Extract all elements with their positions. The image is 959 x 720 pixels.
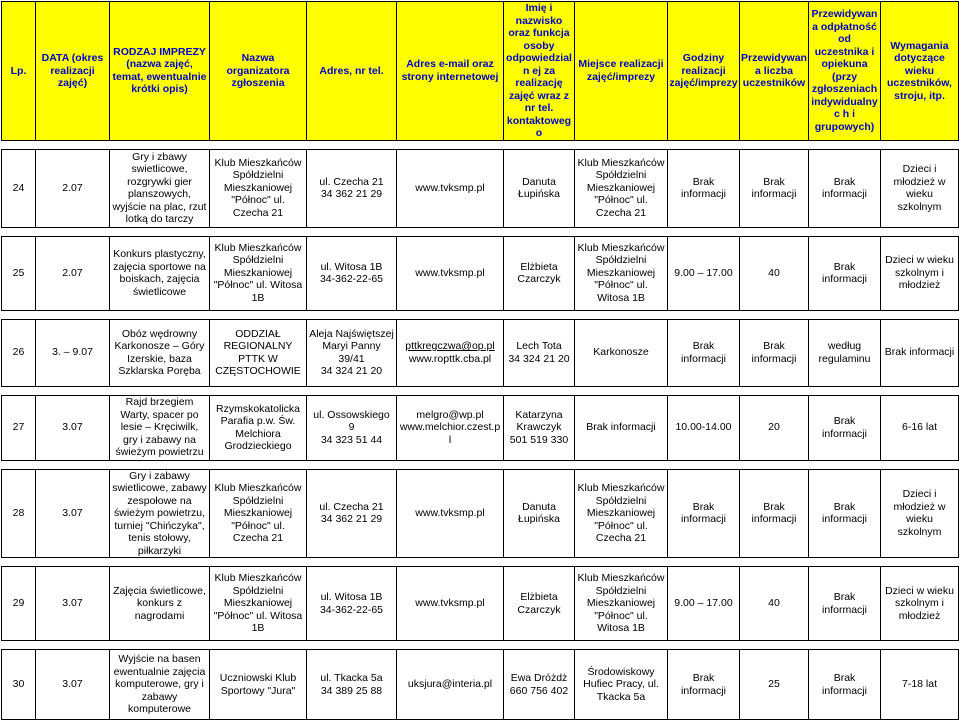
cell-osoba: Elżbieta Czarczyk [504, 567, 575, 641]
cell-wymagania: Dzieci i młodzież w wieku szkolnym [881, 469, 959, 558]
cell-miejsce: Karkonosze [575, 319, 668, 386]
cell-osoba: Danuta Łupińska [504, 469, 575, 558]
cell-email [397, 567, 504, 641]
table-row [2, 236, 959, 310]
cell-osoba: Elżbieta Czarczyk [504, 236, 575, 310]
header-adres: Adres, nr tel. [307, 2, 397, 141]
email-link[interactable]: melgro@wp.pl [416, 408, 484, 421]
header-organizator: Nazwa organizatora zgłoszenia [210, 2, 307, 141]
table-row [2, 149, 959, 227]
cell-wymagania: Dzieci w wieku szkolnym i młodzież [881, 567, 959, 641]
cell-rodzaj: Wyjście na basen ewentualnie zajęcia komputerowe, gry i zabawy komputerowe [110, 650, 210, 720]
cell-miejsce: Brak informacji [575, 395, 668, 460]
cell-godziny: Brak informacji [668, 469, 740, 558]
cell-godziny: Brak informacji [668, 650, 740, 720]
header-row [2, 2, 959, 141]
cell-lp: 25 [2, 236, 36, 310]
cell-osoba: Katarzyna Krawczyk 501 519 330 [504, 395, 575, 460]
cell-liczba: Brak informacji [740, 149, 809, 227]
cell-rodzaj: Zajęcia świetlicowe, konkurs z nagrodami [110, 567, 210, 641]
header-rodzaj: RODZAJ IMPREZY (nazwa zajęć, temat, ewentualnie krótki opis) [110, 2, 210, 141]
cell-rodzaj: Konkurs plastyczny, zajęcia sportowe na boiskach, zajęcia świetlicowe [110, 236, 210, 310]
cell-data: 2.07 [36, 149, 110, 227]
website-link[interactable]: www.tvksmp.pl [415, 597, 485, 610]
table-row [2, 395, 959, 460]
row-spacer [2, 140, 959, 149]
row-spacer [2, 386, 959, 395]
header-godziny: Godziny realizacji zajęć/imprezy [668, 2, 740, 141]
website-link[interactable]: www.melchior.czest.pl [399, 421, 501, 446]
cell-lp: 30 [2, 650, 36, 720]
header-wymagania: Wymagania dotyczące wieku uczestników, stroju, itp. [881, 2, 959, 141]
cell-organizator: Rzymskokatolicka Parafia p.w. Św. Melchiora Grodzieckiego [210, 395, 307, 460]
cell-odplatnosc: Brak informacji [809, 567, 881, 641]
table-row [2, 469, 959, 558]
header-data: DATA (okres realizacji zajęć) [36, 2, 110, 141]
email-link[interactable]: uksjura@interia.pl [407, 678, 493, 691]
cell-lp: 26 [2, 319, 36, 386]
cell-osoba: Danuta Łupińska [504, 149, 575, 227]
header-lp: Lp. [2, 2, 36, 141]
cell-miejsce: Klub Mieszkańców Spółdzielni Mieszkaniowej "Północ" ul. Czecha 21 [575, 149, 668, 227]
header-liczba: Przewidywan a liczba uczestników [740, 2, 809, 141]
table-row [2, 319, 959, 386]
cell-odplatnosc: Brak informacji [809, 650, 881, 720]
cell-liczba: 40 [740, 567, 809, 641]
cell-email [397, 395, 504, 460]
cell-wymagania: Dzieci w wieku szkolnym i młodzież [881, 236, 959, 310]
header-miejsce: Miejsce realizacji zajęć/imprezy [575, 2, 668, 141]
table-row [2, 650, 959, 720]
website-link[interactable]: www.tvksmp.pl [415, 266, 485, 279]
cell-odplatnosc: Brak informacji [809, 395, 881, 460]
cell-miejsce: Środowiskowy Hufiec Pracy, ul. Tkacka 5a [575, 650, 668, 720]
row-spacer [2, 558, 959, 567]
cell-organizator: Klub Mieszkańców Spółdzielni Mieszkaniowej "Północ" ul. Czecha 21 [210, 469, 307, 558]
row-spacer [2, 460, 959, 469]
cell-liczba: Brak informacji [740, 319, 809, 386]
cell-data: 3.07 [36, 469, 110, 558]
cell-organizator: Klub Mieszkańców Spółdzielni Mieszkaniowej "Północ" ul. Czecha 21 [210, 149, 307, 227]
cell-godziny: 10.00-14.00 [668, 395, 740, 460]
cell-rodzaj: Gry i zbawy swietlicowe, rozgrywki gier planszowych, wyjście na plac, rzut lotką do tarczy [110, 149, 210, 227]
cell-rodzaj: Obóz wędrowny Karkonosze – Góry Izerskie, baza Szklarska Poręba [110, 319, 210, 386]
cell-email [397, 650, 504, 720]
cell-data: 3. – 9.07 [36, 319, 110, 386]
website-link[interactable]: www.tvksmp.pl [415, 507, 485, 519]
cell-odplatnosc: Brak informacji [809, 469, 881, 558]
row-spacer [2, 227, 959, 236]
cell-miejsce: Klub Mieszkańców Spółdzielni Mieszkaniowej "Północ" ul. Witosa 1B [575, 236, 668, 310]
cell-lp: 27 [2, 395, 36, 460]
website-link[interactable]: www.ropttk.cba.pl [408, 352, 492, 365]
cell-adres: ul. Tkacka 5a 34 389 25 88 [307, 650, 397, 720]
cell-wymagania: 7-18 lat [881, 650, 959, 720]
cell-godziny: 9.00 – 17.00 [668, 567, 740, 641]
cell-organizator: ODDZIAŁ REGIONALNY PTTK W CZĘSTOCHOWIE [210, 319, 307, 386]
cell-adres: ul. Ossowskiego 9 34 323 51 44 [307, 395, 397, 460]
cell-lp: 24 [2, 149, 36, 227]
cell-wymagania: Brak informacji [881, 319, 959, 386]
cell-godziny: Brak informacji [668, 149, 740, 227]
website-link[interactable]: www.tvksmp.pl [415, 181, 485, 194]
cell-data: 3.07 [36, 650, 110, 720]
cell-liczba: 40 [740, 236, 809, 310]
cell-email [397, 149, 504, 227]
email-link[interactable]: pttkregczwa@op.pl [405, 340, 495, 352]
cell-godziny: 9.00 – 17.00 [668, 236, 740, 310]
cell-email [397, 319, 504, 386]
cell-liczba: 25 [740, 650, 809, 720]
row-spacer [2, 641, 959, 650]
table-row [2, 567, 959, 641]
cell-adres: ul. Czecha 21 34 362 21 29 [307, 149, 397, 227]
cell-osoba: Lech Tota 34 324 21 20 [504, 319, 575, 386]
cell-rodzaj: Gry i zabawy swietlicowe, zabawy zespołowe na świeżym powietrzu, turniej "Chińczyka", tenis stołowy, piłkarzyki [110, 469, 210, 558]
cell-liczba: Brak informacji [740, 469, 809, 558]
cell-rodzaj: Rajd brzegiem Warty, spacer po lesie – Kręciwilk, gry i zabawy na świeżym powietrzu [110, 395, 210, 460]
cell-odplatnosc: Brak informacji [809, 236, 881, 310]
cell-data: 2.07 [36, 236, 110, 310]
cell-miejsce: Klub Mieszkańców Spółdzielni Mieszkaniowej "Północ" ul. Czecha 21 [575, 469, 668, 558]
header-odplatnosc: Przewidywana odpłatność od uczestnika i opiekuna (przy zgłoszeniach indywidualnyc h i grupowych) [809, 2, 881, 141]
cell-data: 3.07 [36, 395, 110, 460]
cell-adres: ul. Witosa 1B 34-362-22-65 [307, 567, 397, 641]
cell-email [397, 469, 504, 558]
cell-organizator: Klub Mieszkańców Spółdzielni Mieszkaniowej "Północ" ul. Witosa 1B [210, 236, 307, 310]
cell-organizator: Klub Mieszkańców Spółdzielni Mieszkaniowej "Północ" ul. Witosa 1B [210, 567, 307, 641]
cell-godziny: Brak informacji [668, 319, 740, 386]
cell-lp: 28 [2, 469, 36, 558]
cell-organizator: Uczniowski Klub Sportowy "Jura" [210, 650, 307, 720]
cell-liczba: 20 [740, 395, 809, 460]
cell-osoba: Ewa Dróżdż 660 756 402 [504, 650, 575, 720]
cell-wymagania: 6-16 lat [881, 395, 959, 460]
cell-wymagania: Dzieci i młodzież w wieku szkolnym [881, 149, 959, 227]
cell-miejsce: Klub Mieszkańców Spółdzielni Mieszkaniowej "Północ" ul. Witosa 1B [575, 567, 668, 641]
cell-email [397, 236, 504, 310]
cell-adres: ul. Witosa 1B 34-362-22-65 [307, 236, 397, 310]
header-osoba: Imię i nazwisko oraz funkcja osoby odpowiedzialn ej za realizację zajęć wraz z nr tel. kontaktowego [504, 2, 575, 141]
cell-lp: 29 [2, 567, 36, 641]
row-spacer [2, 310, 959, 319]
cell-odplatnosc: według regulaminu [809, 319, 881, 386]
header-email: Adres e-mail oraz strony internetowej [397, 2, 504, 141]
cell-data: 3.07 [36, 567, 110, 641]
cell-odplatnosc: Brak informacji [809, 149, 881, 227]
events-table [1, 1, 959, 720]
cell-adres: ul. Czecha 21 34 362 21 29 [307, 469, 397, 558]
cell-adres: Aleja Najświętszej Maryi Panny 39/41 34 324 21 20 [307, 319, 397, 386]
